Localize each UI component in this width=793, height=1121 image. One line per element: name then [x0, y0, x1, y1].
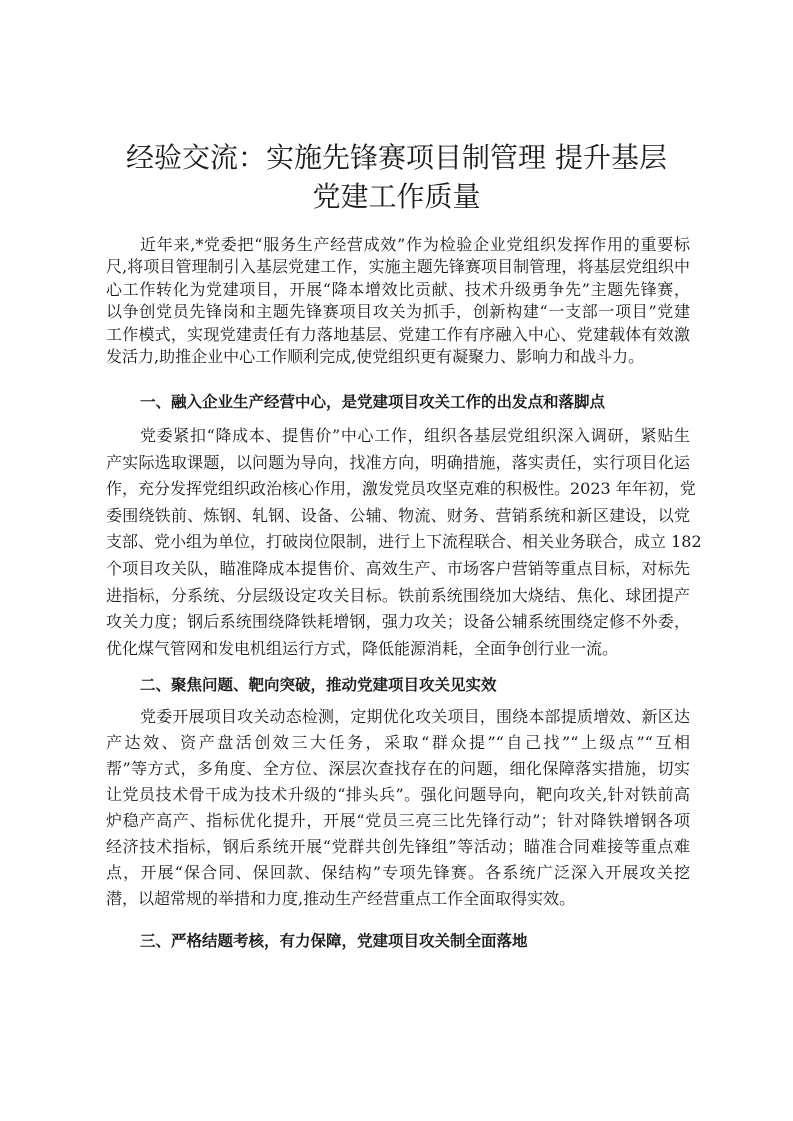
intro-paragraph — [106, 234, 690, 368]
paragraph-line: 尺,将项目管理制引入基层党建工作，实施主题先锋赛项目制管理，将基层党组织中 — [106, 257, 690, 277]
paragraph-line: 攻关力度；钢后系统围绕降铁耗增钢，强力攻关；设备公辅系统围绕定修不外委， — [106, 612, 690, 632]
paragraph-line: 产达效、资产盘活创效三大任务，采取“群众提”“自己找”“上级点”“互相 — [106, 733, 690, 752]
paragraph-line: 心工作转化为党建项目，开展“降本增效比贡献、技术升级勇争先”主题先锋赛， — [106, 279, 690, 299]
paragraph-line: 工作模式，实现党建责任有力落地基层、党建工作有序融入中心、党建载体有效激 — [106, 324, 690, 344]
paragraph-line: 发活力,助推企业中心工作顺利完成,使党组织更有凝聚力、影响力和战斗力。 — [106, 346, 645, 366]
paragraph-line: 近年来,*党委把“服务生产经营成效”作为检验企业党组织发挥作用的重要标 — [140, 235, 690, 254]
document-title-line2: 党建工作质量 — [312, 180, 481, 213]
paragraph-line: 帮”等方式，多角度、全方位、深层次查找存在的问题，细化保障落实措施，切实 — [106, 759, 690, 778]
paragraph-line: 产实际选取课题，以问题为导向，找准方向，明确措施，落实责任，实行项目化运 — [106, 452, 690, 472]
paragraph-line: 优化煤气管网和发电机组运行方式，降低能源消耗，全面争创行业一流。 — [106, 638, 619, 658]
paragraph-line: 党委开展项目攻关动态检测，定期优化攻关项目，围绕本部提质增效、新区达 — [140, 707, 690, 726]
paragraph-line: 个项目攻关队，瞄准降成本提售价、高效生产、市场客户营销等重点目标，对标先 — [106, 558, 690, 578]
paragraph-line: 经济技术指标，钢后系统开展“党群共创先锋组”等活动；瞄准合同难接等重点难 — [106, 837, 690, 856]
paragraph-line: 以争创党员先锋岗和主题先锋赛项目攻关为抓手，创新构建“一支部一项目”党建 — [106, 302, 690, 322]
section-heading-2: 二、聚焦问题、靶向突破，推动党建项目攻关见实效 — [140, 675, 497, 694]
section-2-paragraph — [106, 704, 690, 912]
paragraph-line: 潜，以超常规的举措和力度,推动生产经营重点工作全面取得实效。 — [106, 889, 576, 908]
section-heading-1: 一、融入企业生产经营中心，是党建项目攻关工作的出发点和落脚点 — [140, 392, 606, 411]
paragraph-line: 党委紧扣“降成本、提售价”中心工作，组织各基层党组织深入调研，紧贴生 — [140, 426, 690, 445]
paragraph-line: 进指标，分系统、分层级设定攻关目标。铁前系统围绕加大烧结、焦化、球团提产 — [106, 585, 690, 605]
paragraph-line: 炉稳产高产、指标优化提升，开展“党员三亮三比先锋行动”；针对降铁增钢各项 — [106, 811, 690, 830]
paragraph-line: 点，开展“保合同、保回款、保结构”专项先锋赛。各系统广泛深入开展攻关挖 — [106, 863, 690, 882]
paragraph-line: 委围绕铁前、炼钢、轧钢、设备、公辅、物流、财务、营销系统和新区建设，以党 — [106, 505, 690, 525]
section-1-paragraph — [106, 423, 702, 662]
paragraph-line: 支部、党小组为单位，打破岗位限制，进行上下流程联合、相关业务联合，成立 182 — [106, 532, 702, 552]
document-title-line1: 经验交流：实施先锋赛项目制管理 提升基层 — [126, 141, 667, 174]
section-heading-3: 三、严格结题考核，有力保障，党建项目攻关制全面落地 — [140, 931, 528, 950]
paragraph-line: 让党员技术骨干成为技术升级的“排头兵”。强化问题导向，靶向攻关,针对铁前高 — [106, 785, 690, 804]
paragraph-line: 作，充分发挥党组织政治核心作用，激发党员攻坚克难的积极性。2023 年年初，党 — [106, 479, 696, 499]
